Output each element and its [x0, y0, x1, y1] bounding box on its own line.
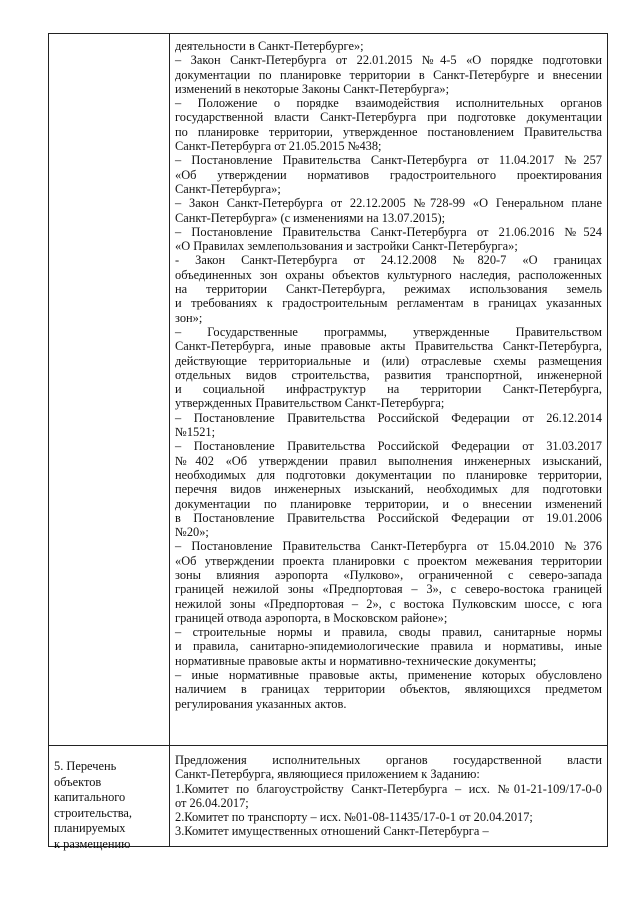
row-label-line: капитального — [54, 790, 126, 804]
text-line: – Положение о порядке взаимодействия исполнительных органов — [175, 96, 602, 111]
text-line: – Постановление Правительства Санкт-Петербурга от 11.04.2017 №257 — [175, 153, 602, 168]
text-line: 1.Комитет по благоустройству Санкт-Петербурга – исх. №01-21-109/17-0-0 — [175, 781, 602, 796]
text-line: «Об утверждении проекта планировки с проектом межевания территории — [175, 553, 602, 568]
text-line: – строительные нормы и правила, своды правил, санитарные нормы — [175, 625, 602, 640]
text-line: №402 «Об утверждении правил выполнения инженерных изысканий, — [175, 453, 602, 468]
text-line: «Об утверждении нормативов градостроительного проектирования — [175, 167, 602, 182]
text-line: Санкт-Петербурга, иные правовые акты Правительства Санкт-Петербурга, — [175, 339, 602, 354]
text-line: деятельности в Санкт-Петербурге»; — [175, 39, 364, 53]
text-line: – иные нормативные правовые акты, применение которых обусловлено — [175, 668, 602, 683]
text-line: от 26.04.2017; — [175, 795, 249, 810]
text-line: Санкт-Петербурга»; — [175, 181, 281, 196]
table-border-left — [48, 33, 49, 847]
text-line: – Постановление Правительства Российской Федерации от 26.12.2014 — [175, 410, 602, 425]
text-line: документации по планировке территории, и о внесении изменений — [175, 496, 602, 511]
legal-basis-cell — [175, 39, 602, 711]
table-row-divider — [48, 745, 608, 746]
text-line: Санкт-Петербурга» (с изменениями на 13.07.2015); — [175, 210, 446, 225]
text-line: по планировке территории, утвержденное постановлением Правительства — [175, 124, 602, 139]
text-line: государственной власти Санкт-Петербурга при подготовке документации — [175, 110, 602, 125]
row-label-line: планируемых — [54, 821, 126, 835]
text-line: – Государственные программы, утвержденные Правительством — [175, 324, 602, 339]
text-line: утвержденных Правительством Санкт-Петербурга; — [175, 396, 445, 411]
text-line: – Постановление Правительства Санкт-Петербурга от 15.04.2010 №376 — [175, 539, 602, 554]
text-line: регулирования указанных актов. — [175, 696, 347, 711]
text-line: №20»; — [175, 525, 209, 540]
text-line: отдельных видов строительства, развития транспортной, инженерной — [175, 367, 602, 382]
text-line: зон»; — [175, 310, 203, 325]
table-border-right — [607, 33, 608, 847]
text-line: 2.Комитет по транспорту – исх. №01-08-11435/17-0-1 от 20.04.2017; — [175, 810, 533, 825]
text-line: объединенных зон охраны объектов культурного наследия, расположенных — [175, 267, 602, 282]
text-line: нежилой зоны «Предпортовая – 2», с востока Пулковским шоссе, с юга — [175, 596, 602, 611]
row-label-line: 5. Перечень — [54, 759, 117, 773]
text-line: – Закон Санкт-Петербурга от 22.01.2015 №4-5 «О порядке подготовки — [175, 53, 602, 68]
text-line: границей нежилой зоны «Предпортовая – 3», с северо-востока границей — [175, 582, 602, 597]
table-border-top — [48, 33, 608, 34]
text-line: зоны влияния аэропорта «Пулково», ограниченной с северо-запада — [175, 567, 602, 582]
text-line: Предложения исполнительных органов государственной власти — [175, 753, 602, 767]
text-line: «О Правилах землепользования и застройки Санкт-Петербурга»; — [175, 239, 518, 254]
text-line: на территории Санкт-Петербурга, режимах использования земель — [175, 282, 602, 297]
legal-basis-list — [175, 39, 602, 711]
text-line: - Закон Санкт-Петербурга от 24.12.2008 №820-7 «О границах — [175, 253, 602, 268]
text-line: – Постановление Правительства Санкт-Петербурга от 21.06.2016 №524 — [175, 224, 602, 239]
text-line: необходимых для подготовки документации по планировке территории, — [175, 467, 602, 482]
text-line: 3.Комитет имущественных отношений Санкт-Петербурга – — [175, 824, 489, 839]
row5-label-cell — [54, 759, 166, 852]
text-line: и правила, санитарно-эпидемиологические правила и нормативы, иные — [175, 639, 602, 654]
text-line: изменений в некоторые Законы Санкт-Петербурга»; — [175, 81, 450, 96]
proposals-list — [175, 753, 602, 839]
text-line: и требованиях к градостроительным регламентам в границах указанных — [175, 296, 602, 311]
row-label-line: объектов — [54, 774, 102, 789]
text-line: в Постановление Правительства Российской Федерации от 19.01.2006 — [175, 510, 602, 525]
text-line: наличием в границах территории объектов, являющихся предметом — [175, 682, 602, 697]
row-label-line: к размещению — [54, 836, 131, 851]
text-line: действующие территориальные и (или) отраслевые схемы размещения — [175, 353, 602, 368]
text-line: перечня видов инженерных изысканий, необходимых для подготовки — [175, 482, 602, 497]
document-table — [48, 33, 608, 851]
table-column-divider — [169, 33, 170, 847]
text-line: Санкт-Петербурга от 21.05.2015 №438; — [175, 139, 382, 154]
text-line: границей отвода аэропорта, в Московском районе»; — [175, 610, 448, 625]
row-label-line: строительства, — [54, 805, 133, 820]
text-line: – Постановление Правительства Российской Федерации от 31.03.2017 — [175, 439, 602, 454]
text-line: нормативные правовые акты и нормативно-технические документы; — [175, 653, 537, 668]
text-line: и социальной инфраструктур на территории Санкт-Петербурга, — [175, 382, 602, 397]
text-line: документации по планировке территории в Санкт-Петербурге и внесении — [175, 67, 602, 82]
text-line: Санкт-Петербурга, являющиеся приложением к Заданию: — [175, 767, 480, 782]
text-line: №1521; — [175, 425, 216, 440]
row5-content-cell — [175, 753, 602, 839]
text-line: – Закон Санкт-Петербурга от 22.12.2005 №728-99 «О Генеральном плане — [175, 196, 602, 211]
